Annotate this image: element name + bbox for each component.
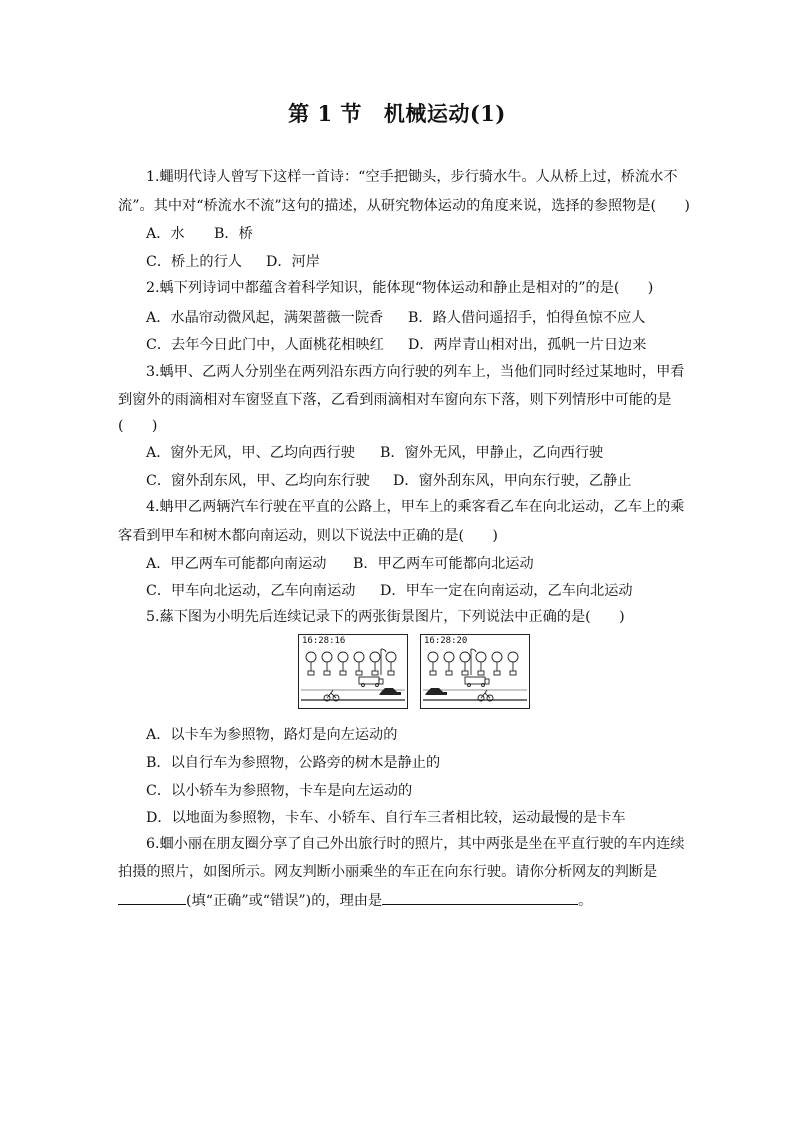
q4-stem-line2: 客看到甲车和树木都向南运动，则以下说法中正确的是( ) bbox=[118, 528, 498, 544]
page-title bbox=[0, 98, 794, 128]
q6-stem-line3-end: 。 bbox=[578, 893, 593, 909]
q1-stem-line1: 1.蠅明代诗人曾写下这样一首诗：“空手把锄头，步行骑水牛。人从桥上过，桥流水不 bbox=[146, 169, 678, 185]
q4-option-b: B．甲乙两车可能都向北运动 bbox=[353, 556, 534, 572]
q1-option-a: A．水 bbox=[146, 226, 185, 242]
q6-stem-line3 bbox=[118, 890, 678, 911]
q5-stem: 5.蕬下图为小明先后连续记录下的两张街景图片，下列说法中正确的是( ) bbox=[146, 609, 625, 625]
q4-stem-line1: 4.蚺甲乙两辆汽车行驶在平直的公路上，甲车上的乘客看乙车在向北运动，乙车上的乘 bbox=[146, 499, 685, 515]
answer-blank-1[interactable] bbox=[118, 890, 186, 905]
q3-option-d: D．窗外刮东风，甲向东行驶，乙静止 bbox=[393, 473, 632, 489]
timestamp-1: 16:28:16 bbox=[302, 636, 346, 646]
q2-option-c: C．去年今日此门中，人面桃花相映红 bbox=[146, 337, 384, 353]
q4-option-c: C．甲车向北运动，乙车向南运动 bbox=[146, 583, 356, 599]
q4-option-a: A．甲乙两车可能都向南运动 bbox=[146, 556, 327, 572]
q1-option-b: B．桥 bbox=[214, 226, 253, 242]
q5-option-c: C．以小轿车为参照物，卡车是向左运动的 bbox=[146, 783, 413, 799]
q2-option-b: B．路人借问遥招手，怕得鱼惊不应人 bbox=[408, 310, 646, 326]
q1-stem-line2: 流”。其中对“桥流水不流”这句的描述，从研究物体运动的角度来说，选择的参照物是( ) bbox=[118, 198, 690, 214]
timestamp-2: 16:28:20 bbox=[424, 636, 468, 646]
q3-stem-line1: 3.蝺甲、乙两人分别坐在两列沿东西方向行驶的列车上，当他们同时经过某地时，甲看 bbox=[146, 364, 685, 380]
q3-option-a: A．窗外无风，甲、乙均向西行驶 bbox=[146, 445, 355, 461]
q2-option-a: A．水晶帘动微风起，满架蔷薇一院香 bbox=[146, 310, 384, 326]
q3-option-c: C．窗外刮东风，甲、乙均向东行驶 bbox=[146, 473, 370, 489]
street-photo-1 bbox=[298, 634, 408, 709]
q5-option-d: D．以地面为参照物，卡车、小轿车、自行车三者相比较，运动最慢的是卡车 bbox=[146, 810, 626, 826]
q6-stem-line2: 拍摄的照片，如图所示。网友判断小丽乘坐的车正在向东行驶。请你分析网友的判断是 bbox=[118, 864, 658, 880]
q2-option-d: D．两岸青山相对出，孤帆一片日边来 bbox=[408, 337, 647, 353]
section-number: 第 1 节 bbox=[288, 101, 362, 126]
q4-option-d: D．甲车一定在向南运动，乙车向北运动 bbox=[380, 583, 633, 599]
answer-blank-2[interactable] bbox=[382, 890, 578, 905]
q3-option-b: B．窗外无风，甲静止，乙向西行驶 bbox=[380, 445, 604, 461]
section-name: 机械运动(1) bbox=[383, 101, 506, 126]
q1-option-d: D．河岸 bbox=[266, 254, 320, 270]
q6-stem-line1: 6.蜖小丽在朋友圈分享了自己外出旅行时的照片，其中两张是坐在平直行驶的车内连续 bbox=[146, 836, 685, 852]
tree-row-2 bbox=[428, 652, 518, 675]
tree-row-1 bbox=[306, 652, 396, 675]
q3-stem-line2: 到窗外的雨滴相对车窗竖直下落，乙看到雨滴相对车窗向东下落，则下列情形中可能的是 bbox=[118, 392, 672, 408]
q5-option-a: A．以卡车为参照物，路灯是向左运动的 bbox=[146, 727, 398, 743]
q2-stem: 2.蝺下列诗词中都蕴含着科学知识，能体现“物体运动和静止是相对的”的是( ) bbox=[146, 280, 654, 296]
q1-option-c: C．桥上的行人 bbox=[146, 254, 242, 270]
q3-stem-line3: ( ) bbox=[118, 418, 158, 434]
q6-stem-line3-text: (填“正确”或“错误”)的，理由是 bbox=[186, 893, 383, 909]
street-photo-2 bbox=[420, 634, 530, 709]
q5-option-b: B．以自行车为参照物，公路旁的树木是静止的 bbox=[146, 755, 441, 771]
